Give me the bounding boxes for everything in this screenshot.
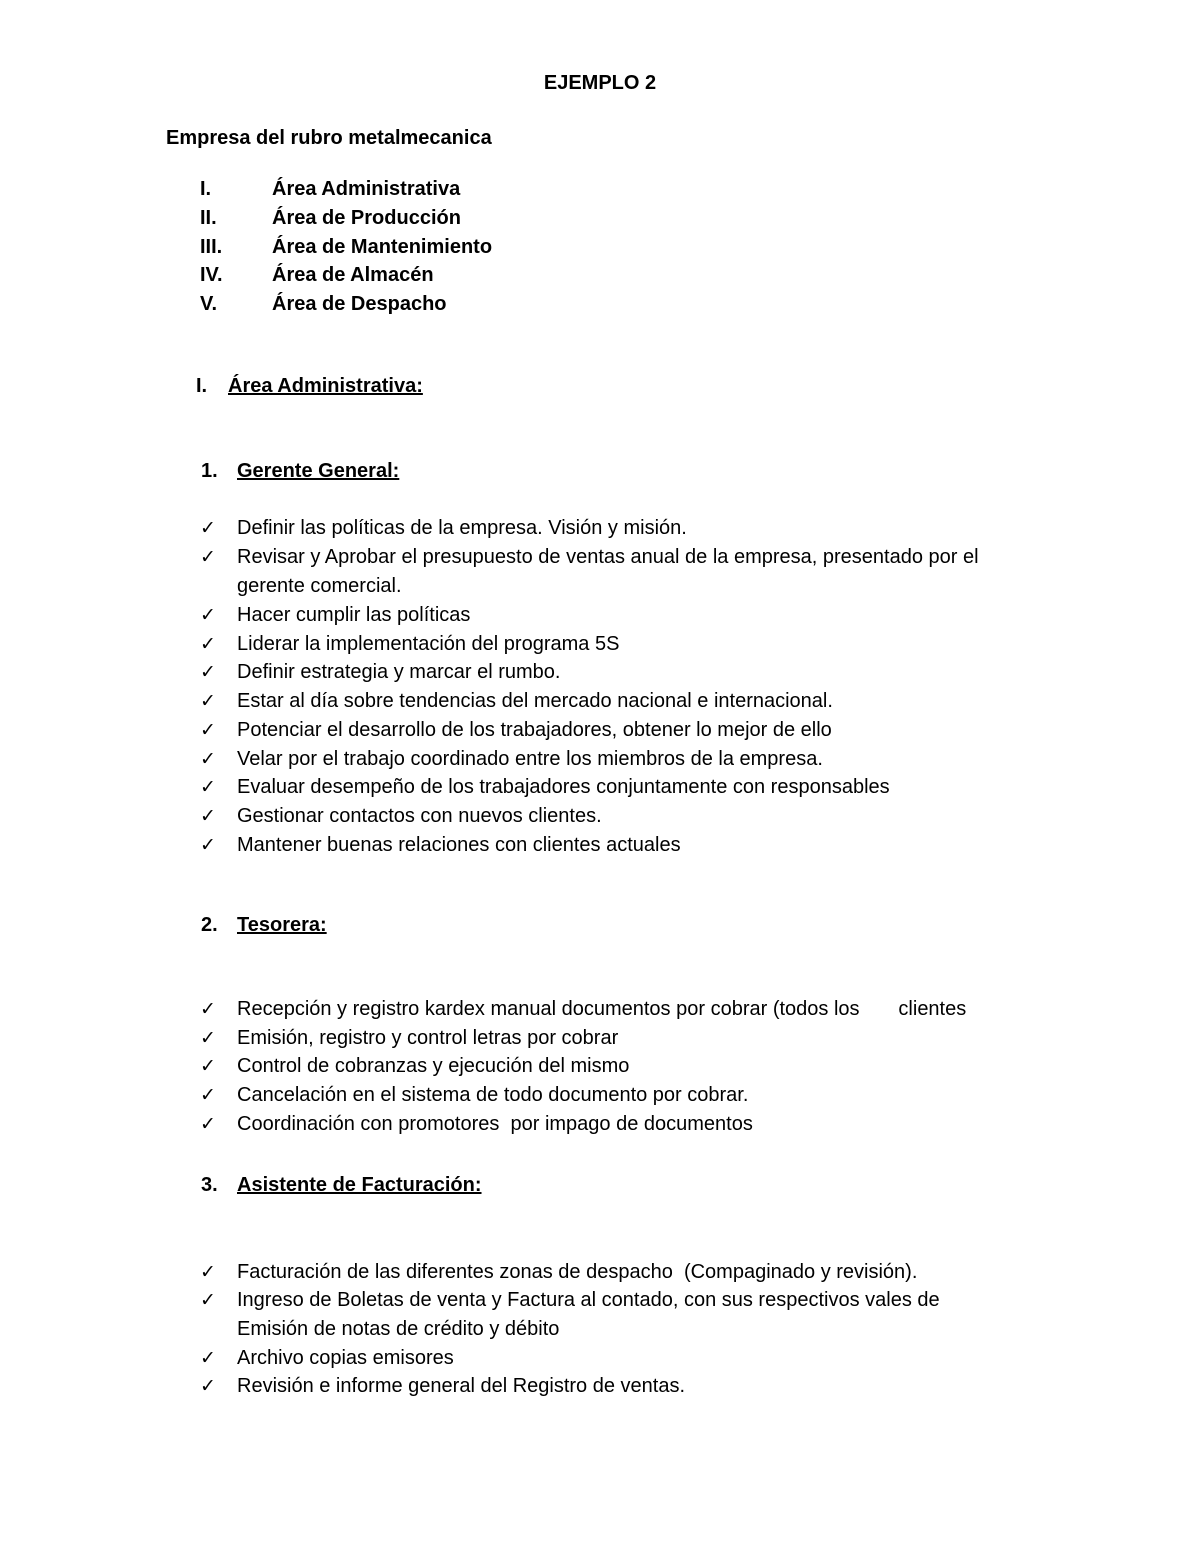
list-item: Mantener buenas relaciones con clientes actuales — [237, 834, 681, 856]
list-item-continuation: Emisión de notas de crédito y débito — [237, 1318, 560, 1340]
checkmark-icon: ✓ — [200, 720, 216, 741]
list-item: Cancelación en el sistema de todo documento por cobrar. — [237, 1084, 749, 1106]
areas-list-number: I. — [200, 178, 212, 200]
areas-list-number: V. — [200, 293, 218, 315]
checkmark-icon: ✓ — [200, 1085, 216, 1106]
list-item: Revisar y Aprobar el presupuesto de ventas anual de la empresa, presentado por el — [237, 546, 979, 568]
checkmark-icon: ✓ — [200, 835, 216, 856]
checkmark-icon: ✓ — [200, 749, 216, 770]
areas-list-item-administrativa: Área Administrativa — [272, 178, 461, 200]
areas-list-number: II. — [200, 207, 217, 229]
list-item: Velar por el trabajo coordinado entre los miembros de la empresa. — [237, 748, 823, 770]
list-item: Archivo copias emisores — [237, 1347, 454, 1369]
list-item: Control de cobranzas y ejecución del mismo — [237, 1055, 630, 1077]
subsection-title: Gerente General: — [237, 460, 400, 482]
checkmark-icon: ✓ — [200, 1262, 216, 1283]
subsection-heading-asistente-facturacion — [201, 1174, 482, 1197]
list-item: Potenciar el desarrollo de los trabajadores, obtener lo mejor de ello — [237, 719, 832, 741]
section-number: I. — [196, 375, 208, 397]
subsection-heading-gerente-general — [201, 460, 399, 483]
checkmark-icon: ✓ — [200, 1376, 216, 1397]
company-description: Empresa del rubro metalmecanica — [166, 127, 492, 149]
list-item: Revisión e informe general del Registro de ventas. — [237, 1375, 686, 1397]
checkmark-icon: ✓ — [200, 662, 216, 683]
list-item: Ingreso de Boletas de venta y Factura al contado, con sus respectivos vales de — [237, 1289, 940, 1311]
subsection-number: 2. — [201, 914, 218, 936]
list-item: Emisión, registro y control letras por cobrar — [237, 1027, 619, 1049]
list-item: Recepción y registro kardex manual documentos por cobrar (todos los clientes — [237, 998, 967, 1020]
subsection-heading-tesorera — [201, 914, 327, 937]
subsection-number: 3. — [201, 1174, 218, 1196]
checkmark-icon: ✓ — [200, 691, 216, 712]
areas-list-item-produccion: Área de Producción — [272, 207, 461, 229]
checkmark-icon: ✓ — [200, 777, 216, 798]
subsection-title: Tesorera: — [237, 914, 327, 936]
list-item: Definir estrategia y marcar el rumbo. — [237, 661, 561, 683]
list-item: Evaluar desempeño de los trabajadores conjuntamente con responsables — [237, 776, 890, 798]
list-item: Facturación de las diferentes zonas de despacho (Compaginado y revisión). — [237, 1261, 918, 1283]
list-item: Estar al día sobre tendencias del mercado nacional e internacional. — [237, 690, 833, 712]
list-item: Definir las políticas de la empresa. Visión y misión. — [237, 517, 687, 539]
checkmark-icon: ✓ — [200, 547, 216, 568]
list-item: Coordinación con promotores por impago de documentos — [237, 1113, 753, 1135]
areas-list-number: III. — [200, 236, 223, 258]
checkmark-icon: ✓ — [200, 605, 216, 626]
areas-list-number: IV. — [200, 264, 223, 286]
list-item: Liderar la implementación del programa 5S — [237, 633, 620, 655]
list-item: Hacer cumplir las políticas — [237, 604, 471, 626]
checkmark-icon: ✓ — [200, 1028, 216, 1049]
checkmark-icon: ✓ — [200, 1290, 216, 1311]
section-title: Área Administrativa: — [228, 375, 423, 397]
checkmark-icon: ✓ — [200, 1348, 216, 1369]
subsection-title: Asistente de Facturación: — [237, 1174, 482, 1196]
areas-list-item-mantenimiento: Área de Mantenimiento — [272, 236, 493, 258]
checkmark-icon: ✓ — [200, 1056, 216, 1077]
subsection-number: 1. — [201, 460, 218, 482]
checkmark-icon: ✓ — [200, 999, 216, 1020]
areas-list-item-almacen: Área de Almacén — [272, 264, 434, 286]
checkmark-icon: ✓ — [200, 634, 216, 655]
list-item-continuation: gerente comercial. — [237, 575, 402, 597]
section-heading-administrativa — [196, 375, 423, 398]
checkmark-icon: ✓ — [200, 806, 216, 827]
areas-list-item-despacho: Área de Despacho — [272, 293, 447, 315]
list-item: Gestionar contactos con nuevos clientes. — [237, 805, 602, 827]
document-title: EJEMPLO 2 — [543, 72, 657, 94]
checkmark-icon: ✓ — [200, 518, 216, 539]
checkmark-icon: ✓ — [200, 1114, 216, 1135]
